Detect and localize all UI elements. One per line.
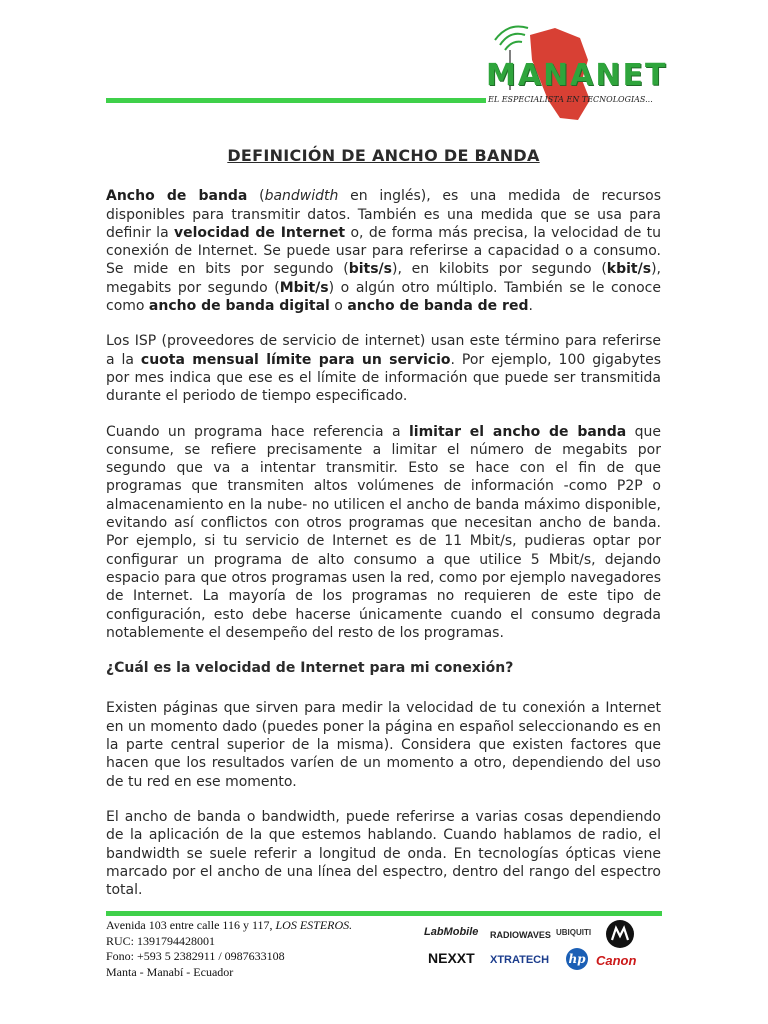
- text-span: . Por ejemplo, 100 gigabytes por mes indica que ese es el límite de información que puede ser transmitida durante el periodo de tiempo especificado.: [106, 351, 661, 405]
- logo-tagline: EL ESPECIALISTA EN TECNOLOGIAS...: [488, 95, 653, 104]
- hp-label: hp: [568, 952, 586, 966]
- text-span: que consume, se refiere precisamente a limitar el número de megabits por segundo que va a intentar transmitir. Esto se hace con el fin de que programas que transmiten altos volúmenes de información -como P2P o almacenamiento en la nube- no utilicen el ancho de banda máximo disponible, evitando así conflictos con otros programas que necesitan ancho de banda. Por ejemplo, si tu servicio de Internet es de 11 Mbit/s, pudieras optar por configurar un programa de alto consumo a que utilice 5 Mbit/s, dejando espacio para que otros programas usen la red, como por ejemplo navegadores de Internet. La mayoría de los programas no requieren de este tipo de configuración, esto debe hacerse únicamente cuando el consumo degrada notablemente el desempeño del resto de los programas.: [106, 423, 661, 641]
- text-span: ), en kilobits por segundo (: [392, 261, 607, 278]
- paragraph-1: [106, 187, 661, 315]
- address-italic: LOS ESTEROS.: [275, 918, 353, 932]
- text-span: .: [528, 298, 533, 315]
- paragraph-4: Existen páginas que sirven para medir la velocidad de tu conexión a Internet en un momento dado (puedes poner la página en español seleccionando es en la parte central superior de la misma). Considera que existen factores que hacen que los resultados varíen de un momento a otro, dependiendo del uso de tu red en ese momento.: [106, 700, 661, 790]
- unit-kbits: kbit/s: [606, 261, 652, 278]
- sponsor-radiowaves-logo: RADIOWAVES: [490, 930, 551, 940]
- term-red: ancho de banda de red: [347, 298, 529, 315]
- text-span: o, de forma más precisa, la velocidad de tu conexión de Internet. Se puede usar para referirse a capacidad o a consumo. Se mide en bits por segundo (: [106, 224, 662, 278]
- sponsor-canon-logo: Canon: [596, 953, 637, 968]
- text-span: o: [329, 298, 348, 315]
- hp-icon: [566, 948, 588, 970]
- text-span: ), megabits por segundo (: [106, 261, 661, 296]
- paragraph-5: El ancho de banda o bandwidth, puede referirse a varias cosas dependiendo de la aplicación de la que estemos hablando. Cuando hablamos de radio, el bandwidth se suele referir a longitud de onda. En tecnologías ópticas viene marcado por el ancho de una línea del espectro, dentro del rango del espectro total.: [106, 808, 661, 899]
- paragraph-2: [106, 332, 661, 405]
- footer-rule: [106, 911, 662, 916]
- footer-address: [106, 918, 406, 934]
- text-span: ) o algún otro múltiplo. También se le conoce como: [106, 279, 661, 315]
- unit-mbits: Mbit/s: [279, 279, 329, 296]
- sponsor-labmobile-logo: LabMobile: [424, 926, 479, 938]
- text-span: Los ISP (proveedores de servicio de internet) usan este término para referirse a la: [106, 333, 661, 368]
- text-span: (: [247, 188, 265, 205]
- term-limitar: limitar el ancho de banda: [408, 423, 627, 440]
- text-span: Cuando un programa hace referencia a: [106, 423, 409, 440]
- motorola-mark: [606, 920, 634, 948]
- sponsor-ubiquiti-logo: UBIQUITI: [556, 928, 592, 937]
- unit-bits: bits/s: [348, 261, 392, 278]
- footer-contact: [106, 918, 406, 980]
- term-cuota: cuota mensual límite para un servicio: [140, 351, 451, 368]
- sponsor-logos: [420, 918, 660, 978]
- header-rule: [106, 98, 486, 103]
- logo-wordmark: MANANET: [486, 58, 668, 93]
- mananet-logo: [470, 20, 670, 130]
- term-ancho-de-banda: Ancho de banda: [106, 188, 248, 205]
- term-digital: ancho de banda digital: [148, 298, 330, 315]
- footer-phone: Fono: +593 5 2382911 / 0987633108: [106, 949, 285, 963]
- section-heading: ¿Cuál es la velocidad de Internet para mi conexión?: [106, 660, 514, 677]
- text-span: en inglés), es una medida de recursos disponibles para transmitir datos. También es una medida que se usa para definir la: [106, 188, 662, 241]
- term-bandwidth: bandwidth: [264, 188, 339, 205]
- sponsor-xtratech-logo: XTRATECH: [490, 954, 550, 966]
- term-velocidad: velocidad de Internet: [174, 224, 346, 241]
- footer-city: Manta - Manabí - Ecuador: [106, 964, 234, 979]
- document-body: [106, 147, 661, 899]
- paragraph-3: [106, 423, 661, 643]
- sponsor-nexxt-logo: NEXXT: [428, 950, 475, 966]
- document-title: DEFINICIÓN DE ANCHO DE BANDA: [227, 146, 540, 165]
- footer-ruc: RUC: 1391794428001: [106, 933, 216, 948]
- motorola-icon: [606, 920, 634, 948]
- address-text: Avenida 103 entre calle 116 y 117,: [106, 918, 276, 932]
